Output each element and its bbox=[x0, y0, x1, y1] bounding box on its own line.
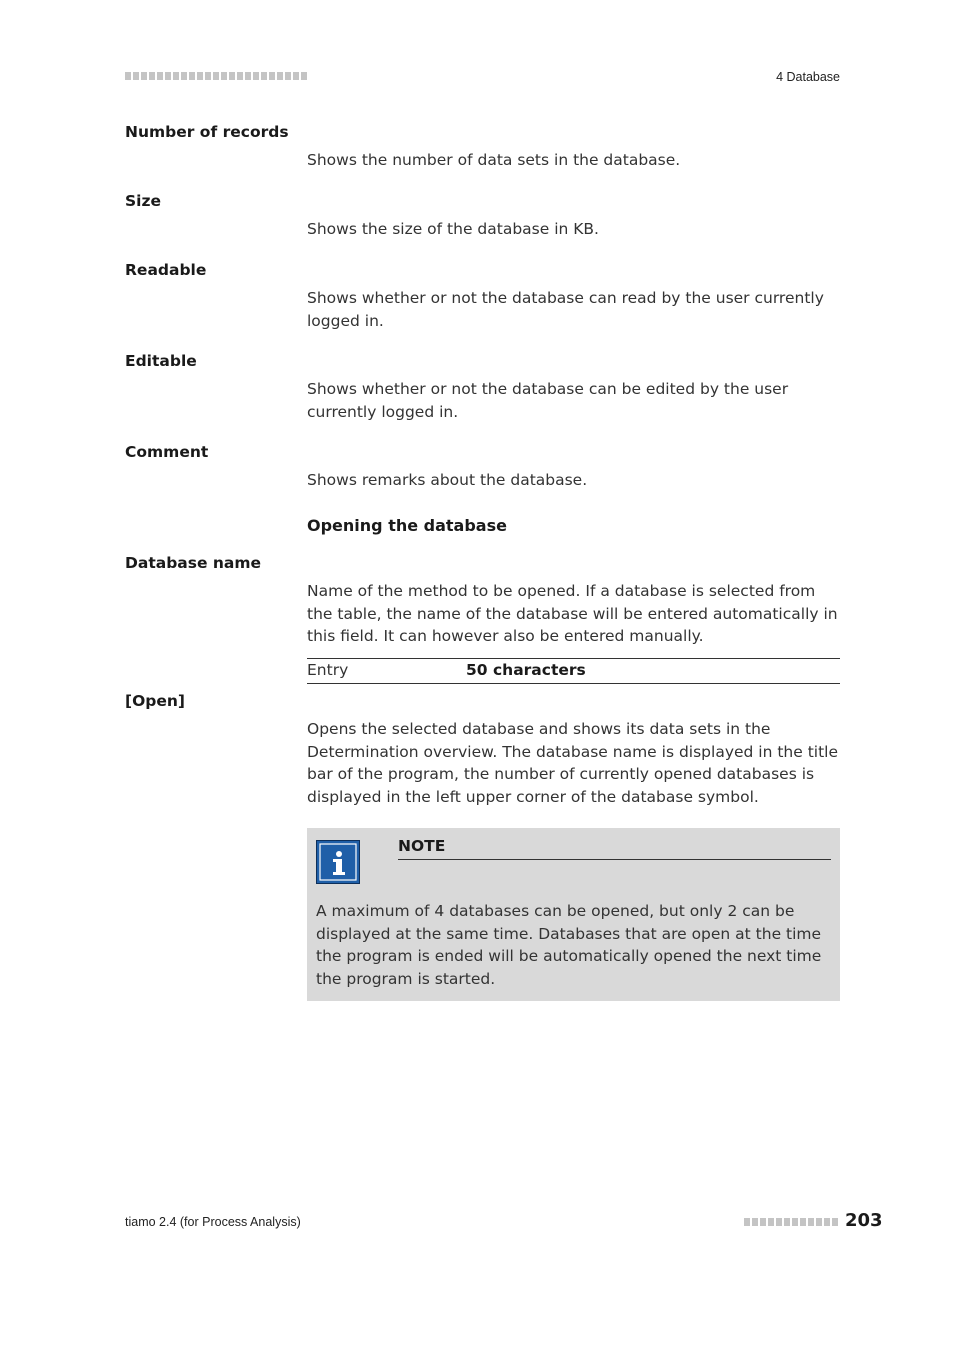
desc-comment: Shows remarks about the database. bbox=[307, 471, 588, 489]
entry-table bbox=[307, 658, 840, 684]
term-comment: Comment bbox=[125, 443, 209, 461]
desc-database-name: Name of the method to be opened. If a database is selected from the table, the name of the database will be entered automatically in this field. It can however also be entered manually. bbox=[307, 582, 838, 645]
note-text: A maximum of 4 databases can be opened, but only 2 can be displayed at the same time. Databases that are open at the time the program is ended will be automatically opened the next time the program is started. bbox=[316, 902, 822, 988]
term-readable: Readable bbox=[125, 261, 207, 279]
desc-open-button: Opens the selected database and shows its data sets in the Determination overview. The database name is displayed in the title bar of the program, the number of currently opened databases is displayed in the left upper corner of the database symbol. bbox=[307, 720, 839, 806]
term-number-of-records: Number of records bbox=[125, 123, 289, 141]
term-editable: Editable bbox=[125, 352, 197, 370]
note-box bbox=[307, 828, 840, 1001]
entry-label: Entry bbox=[307, 661, 349, 679]
section-title: Opening the database bbox=[307, 516, 507, 535]
chapter-title: 4 Database bbox=[776, 70, 840, 84]
term-open-button: [Open] bbox=[125, 692, 185, 710]
entry-value: 50 characters bbox=[466, 661, 586, 679]
desc-size: Shows the size of the database in KB. bbox=[307, 220, 599, 238]
header-decoration bbox=[125, 72, 307, 80]
desc-number-of-records: Shows the number of data sets in the database. bbox=[307, 151, 681, 169]
info-icon bbox=[316, 840, 360, 884]
footer-decoration bbox=[744, 1218, 839, 1226]
term-database-name: Database name bbox=[125, 554, 262, 572]
desc-editable: Shows whether or not the database can be edited by the user currently logged in. bbox=[307, 380, 789, 421]
note-title: NOTE bbox=[398, 837, 831, 860]
footer-product: tiamo 2.4 (for Process Analysis) bbox=[125, 1215, 301, 1229]
term-size: Size bbox=[125, 192, 162, 210]
desc-readable: Shows whether or not the database can read by the user currently logged in. bbox=[307, 289, 824, 330]
page-number: 203 bbox=[845, 1210, 883, 1231]
